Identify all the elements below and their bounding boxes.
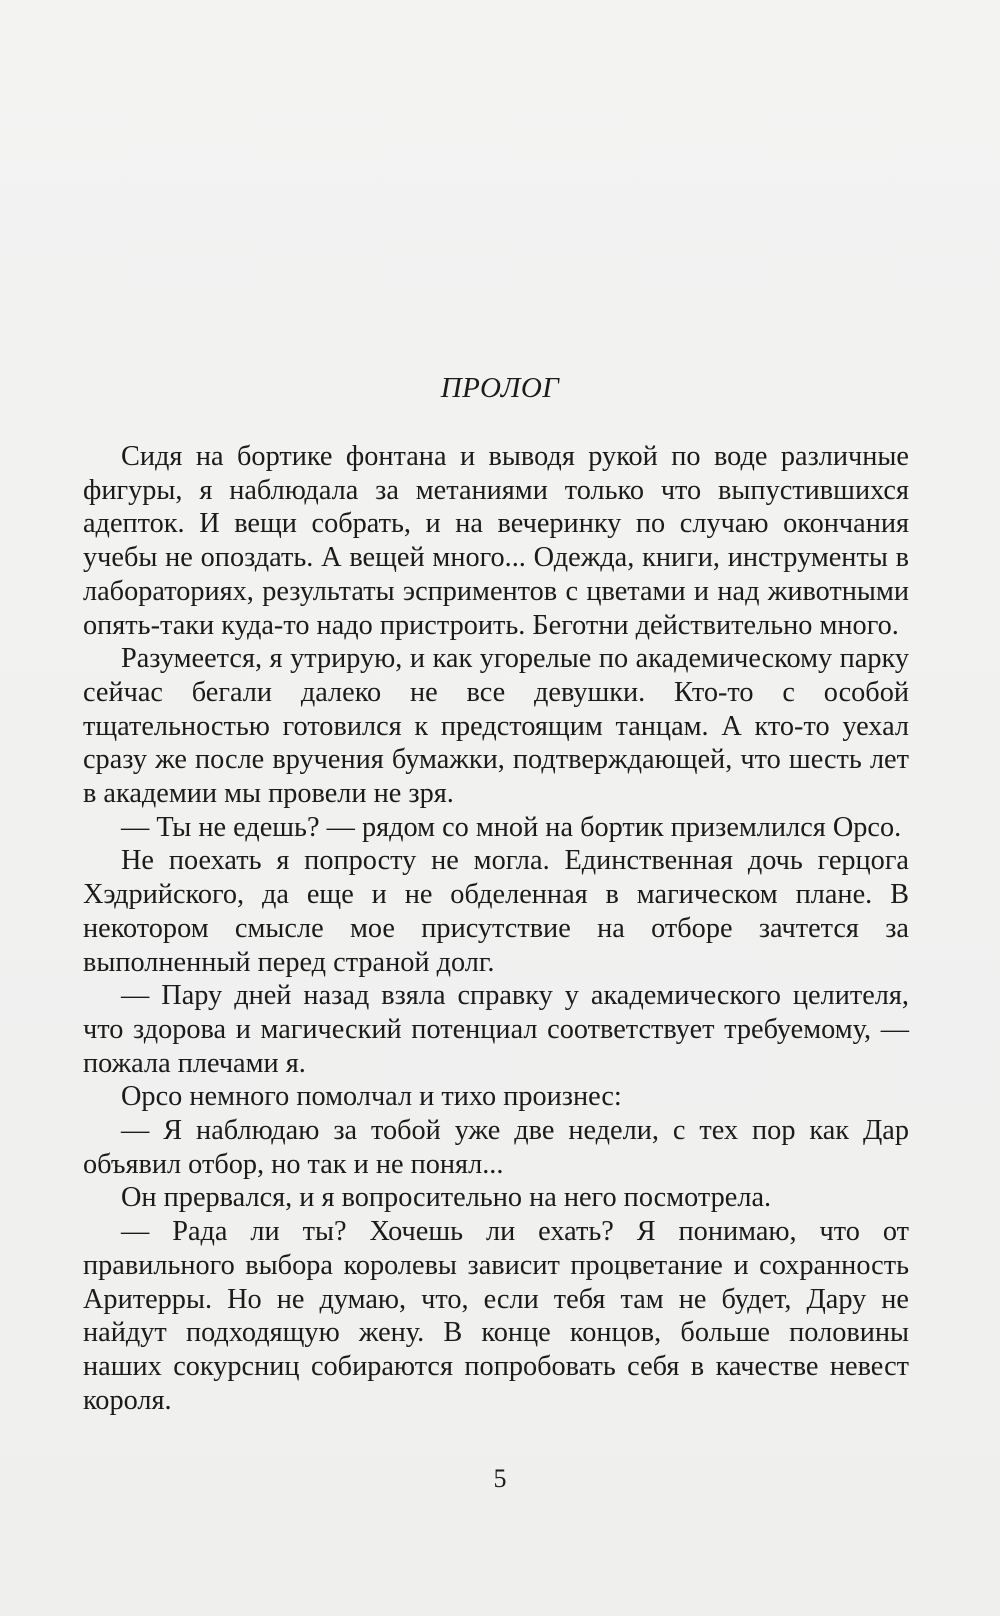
paragraph: Разумеется, я утрирую, и как угорелые по академическому парку сейчас бегали далеко не все девушки. Кто-то с особой тщательностью готовился к предстоящим танцам. А кто-то уехал сразу же после вручения бумажки, подтверждающей, что шесть лет в академии мы провели не зря.: [83, 643, 909, 810]
chapter-title: ПРОЛОГ: [440, 372, 560, 404]
paragraph: Не поехать я попросту не могла. Единственная дочь герцога Хэдрийского, да еще и не обделенная в магическом плане. В некотором смысле мое присутствие на отборе зачтется за выполненный перед страной долг.: [83, 845, 909, 978]
page-number: 5: [493, 1464, 507, 1493]
paragraph: — Ты не едешь? — рядом со мной на бортик приземлился Орсо.: [121, 811, 902, 843]
paragraph: Орсо немного помолчал и тихо произнес:: [121, 1081, 622, 1113]
body-text: [83, 440, 909, 1417]
paragraph: Сидя на бортике фонтана и выводя рукой по воде различные фигуры, я наблюдала за метаниями только что выпустившихся адепток. И вещи собрать, и на вечеринку по случаю окончания учебы не опоздать. А вещей много... Одежда, книги, инструменты в лабораториях, результаты эсприментов с цветами и над животными опять-таки куда-то надо пристроить. Беготни действительно много.: [83, 441, 909, 641]
paragraph: Он прервался, и я вопросительно на него посмотрела.: [121, 1182, 772, 1214]
paragraph: — Я наблюдаю за тобой уже две недели, с тех пор как Дар объявил отбор, но так и не понял...: [83, 1115, 909, 1180]
paragraph: — Рада ли ты? Хочешь ли ехать? Я понимаю, что от правильного выбора королевы зависит процветание и сохранность Аритерры. Но не думаю, что, если тебя там не будет, Дару не найдут подходящую жену. В конце концов, больше половины наших сокурсниц собираются попробовать себя в качестве невест короля.: [83, 1216, 909, 1416]
paragraph: — Пару дней назад взяла справку у академического целителя, что здорова и магический потенциал соответствует требуемому, — пожала плечами я.: [83, 980, 909, 1079]
